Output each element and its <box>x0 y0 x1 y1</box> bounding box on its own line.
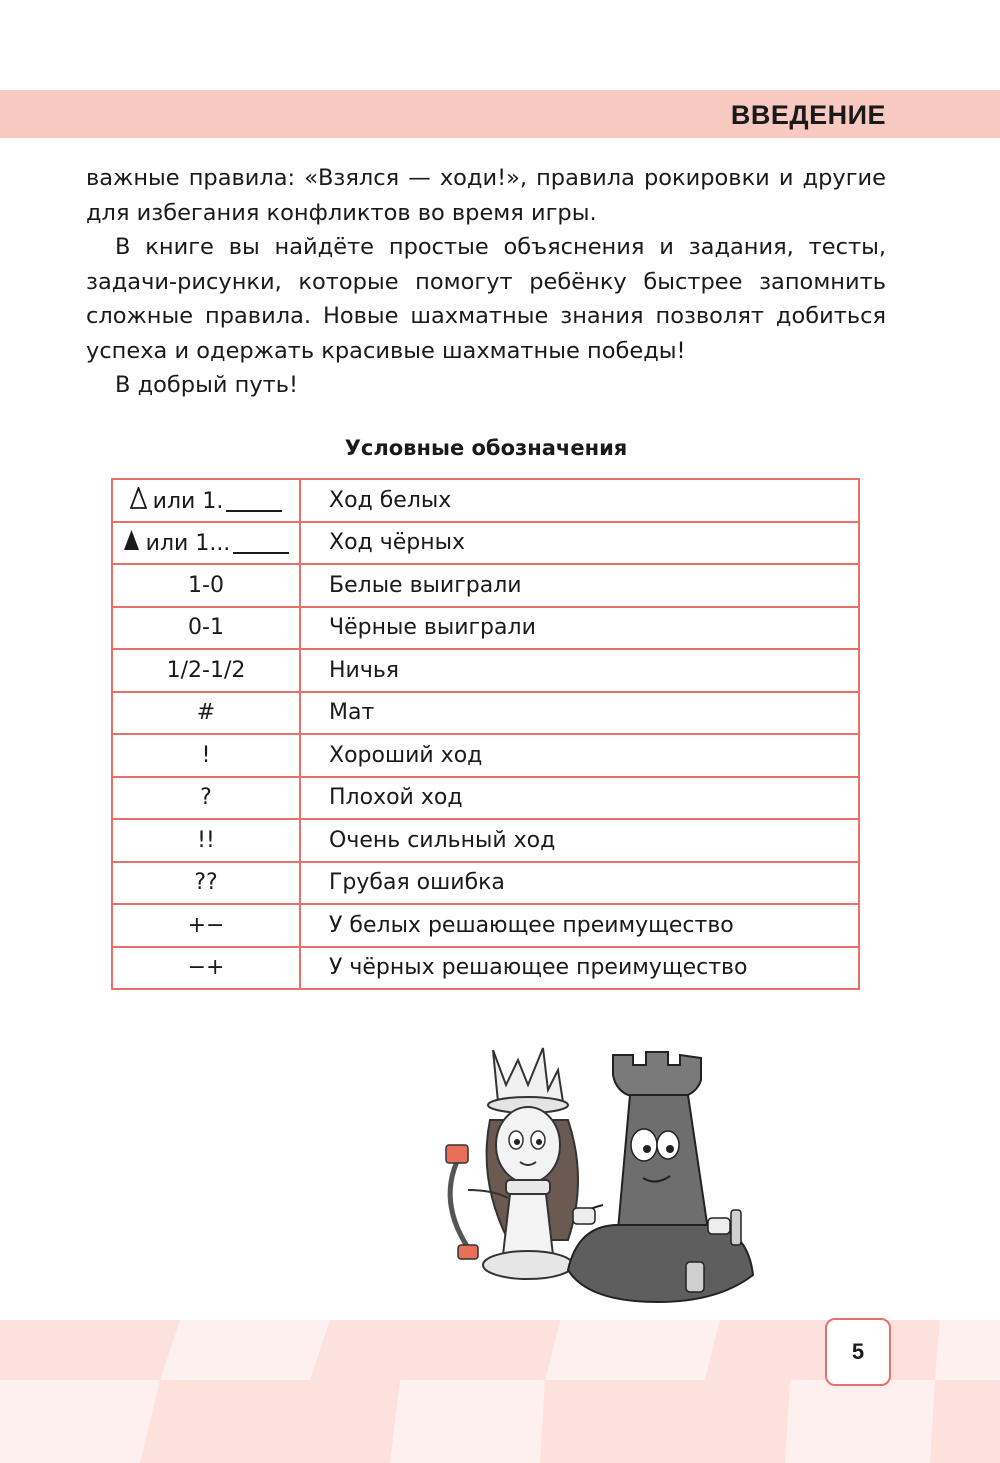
legend-symbol: # <box>112 692 300 735</box>
intro-paragraph: важные правила: «Взялся — ходи!», правила рокировки и другие для избегания конфликтов во время игры. <box>86 165 886 226</box>
blank-line <box>233 534 289 554</box>
legend-symbol: ! <box>112 734 300 777</box>
legend-symbol: 1/2-1/2 <box>112 649 300 692</box>
queen-piece <box>446 1048 578 1279</box>
section-title: ВВЕДЕНИЕ <box>730 100 886 130</box>
legend-description: Мат <box>300 692 859 735</box>
table-row <box>112 947 859 990</box>
legend-description: Грубая ошибка <box>300 862 859 905</box>
legend-symbol: +− <box>112 904 300 947</box>
legend-symbol: или 1. <box>112 479 300 522</box>
table-row <box>112 777 859 820</box>
legend-description: Ход чёрных <box>300 522 859 565</box>
legend-symbol: !! <box>112 819 300 862</box>
table-row <box>112 692 859 735</box>
page-number: 5 <box>825 1318 891 1386</box>
legend-symbol: или 1... <box>112 522 300 565</box>
legend-symbol: 0-1 <box>112 607 300 650</box>
table-row <box>112 862 859 905</box>
table-row <box>112 649 859 692</box>
rook-piece <box>568 1052 753 1302</box>
table-row <box>112 607 859 650</box>
table-row <box>112 522 859 565</box>
legend-title: Условные обозначения <box>344 436 628 460</box>
legend-description: Ничья <box>300 649 859 692</box>
table-row <box>112 734 859 777</box>
legend-description: Чёрные выиграли <box>300 607 859 650</box>
legend-symbol: −+ <box>112 947 300 990</box>
table-row <box>112 819 859 862</box>
blank-line <box>226 492 282 512</box>
intro-paragraph: В книге вы найдёте простые объяснения и задания, тесты, задачи-рисунки, которые помогут ребёнку быстрее запомнить сложные правила. Новые шахматные знания позволят добиться успеха и одержать красивые шахматные победы! <box>86 234 886 364</box>
legend-description: Плохой ход <box>300 777 859 820</box>
table-row <box>112 564 859 607</box>
intro-paragraph: В добрый путь! <box>115 372 299 398</box>
legend-description: Ход белых <box>300 479 859 522</box>
legend-description: У белых решающее преимущество <box>300 904 859 947</box>
black-triangle-icon <box>123 529 140 551</box>
chess-pieces-illustration <box>418 1040 788 1310</box>
legend-symbol: ? <box>112 777 300 820</box>
legend-description: Хороший ход <box>300 734 859 777</box>
legend-symbol: ?? <box>112 862 300 905</box>
intro-text <box>86 161 886 403</box>
legend-description: Белые выиграли <box>300 564 859 607</box>
legend-table <box>111 478 860 990</box>
table-row <box>112 904 859 947</box>
legend-description: Очень сильный ход <box>300 819 859 862</box>
legend-description: У чёрных решающее преимущество <box>300 947 859 990</box>
table-row <box>112 479 859 522</box>
legend-symbol: 1-0 <box>112 564 300 607</box>
white-triangle-icon <box>130 487 147 509</box>
